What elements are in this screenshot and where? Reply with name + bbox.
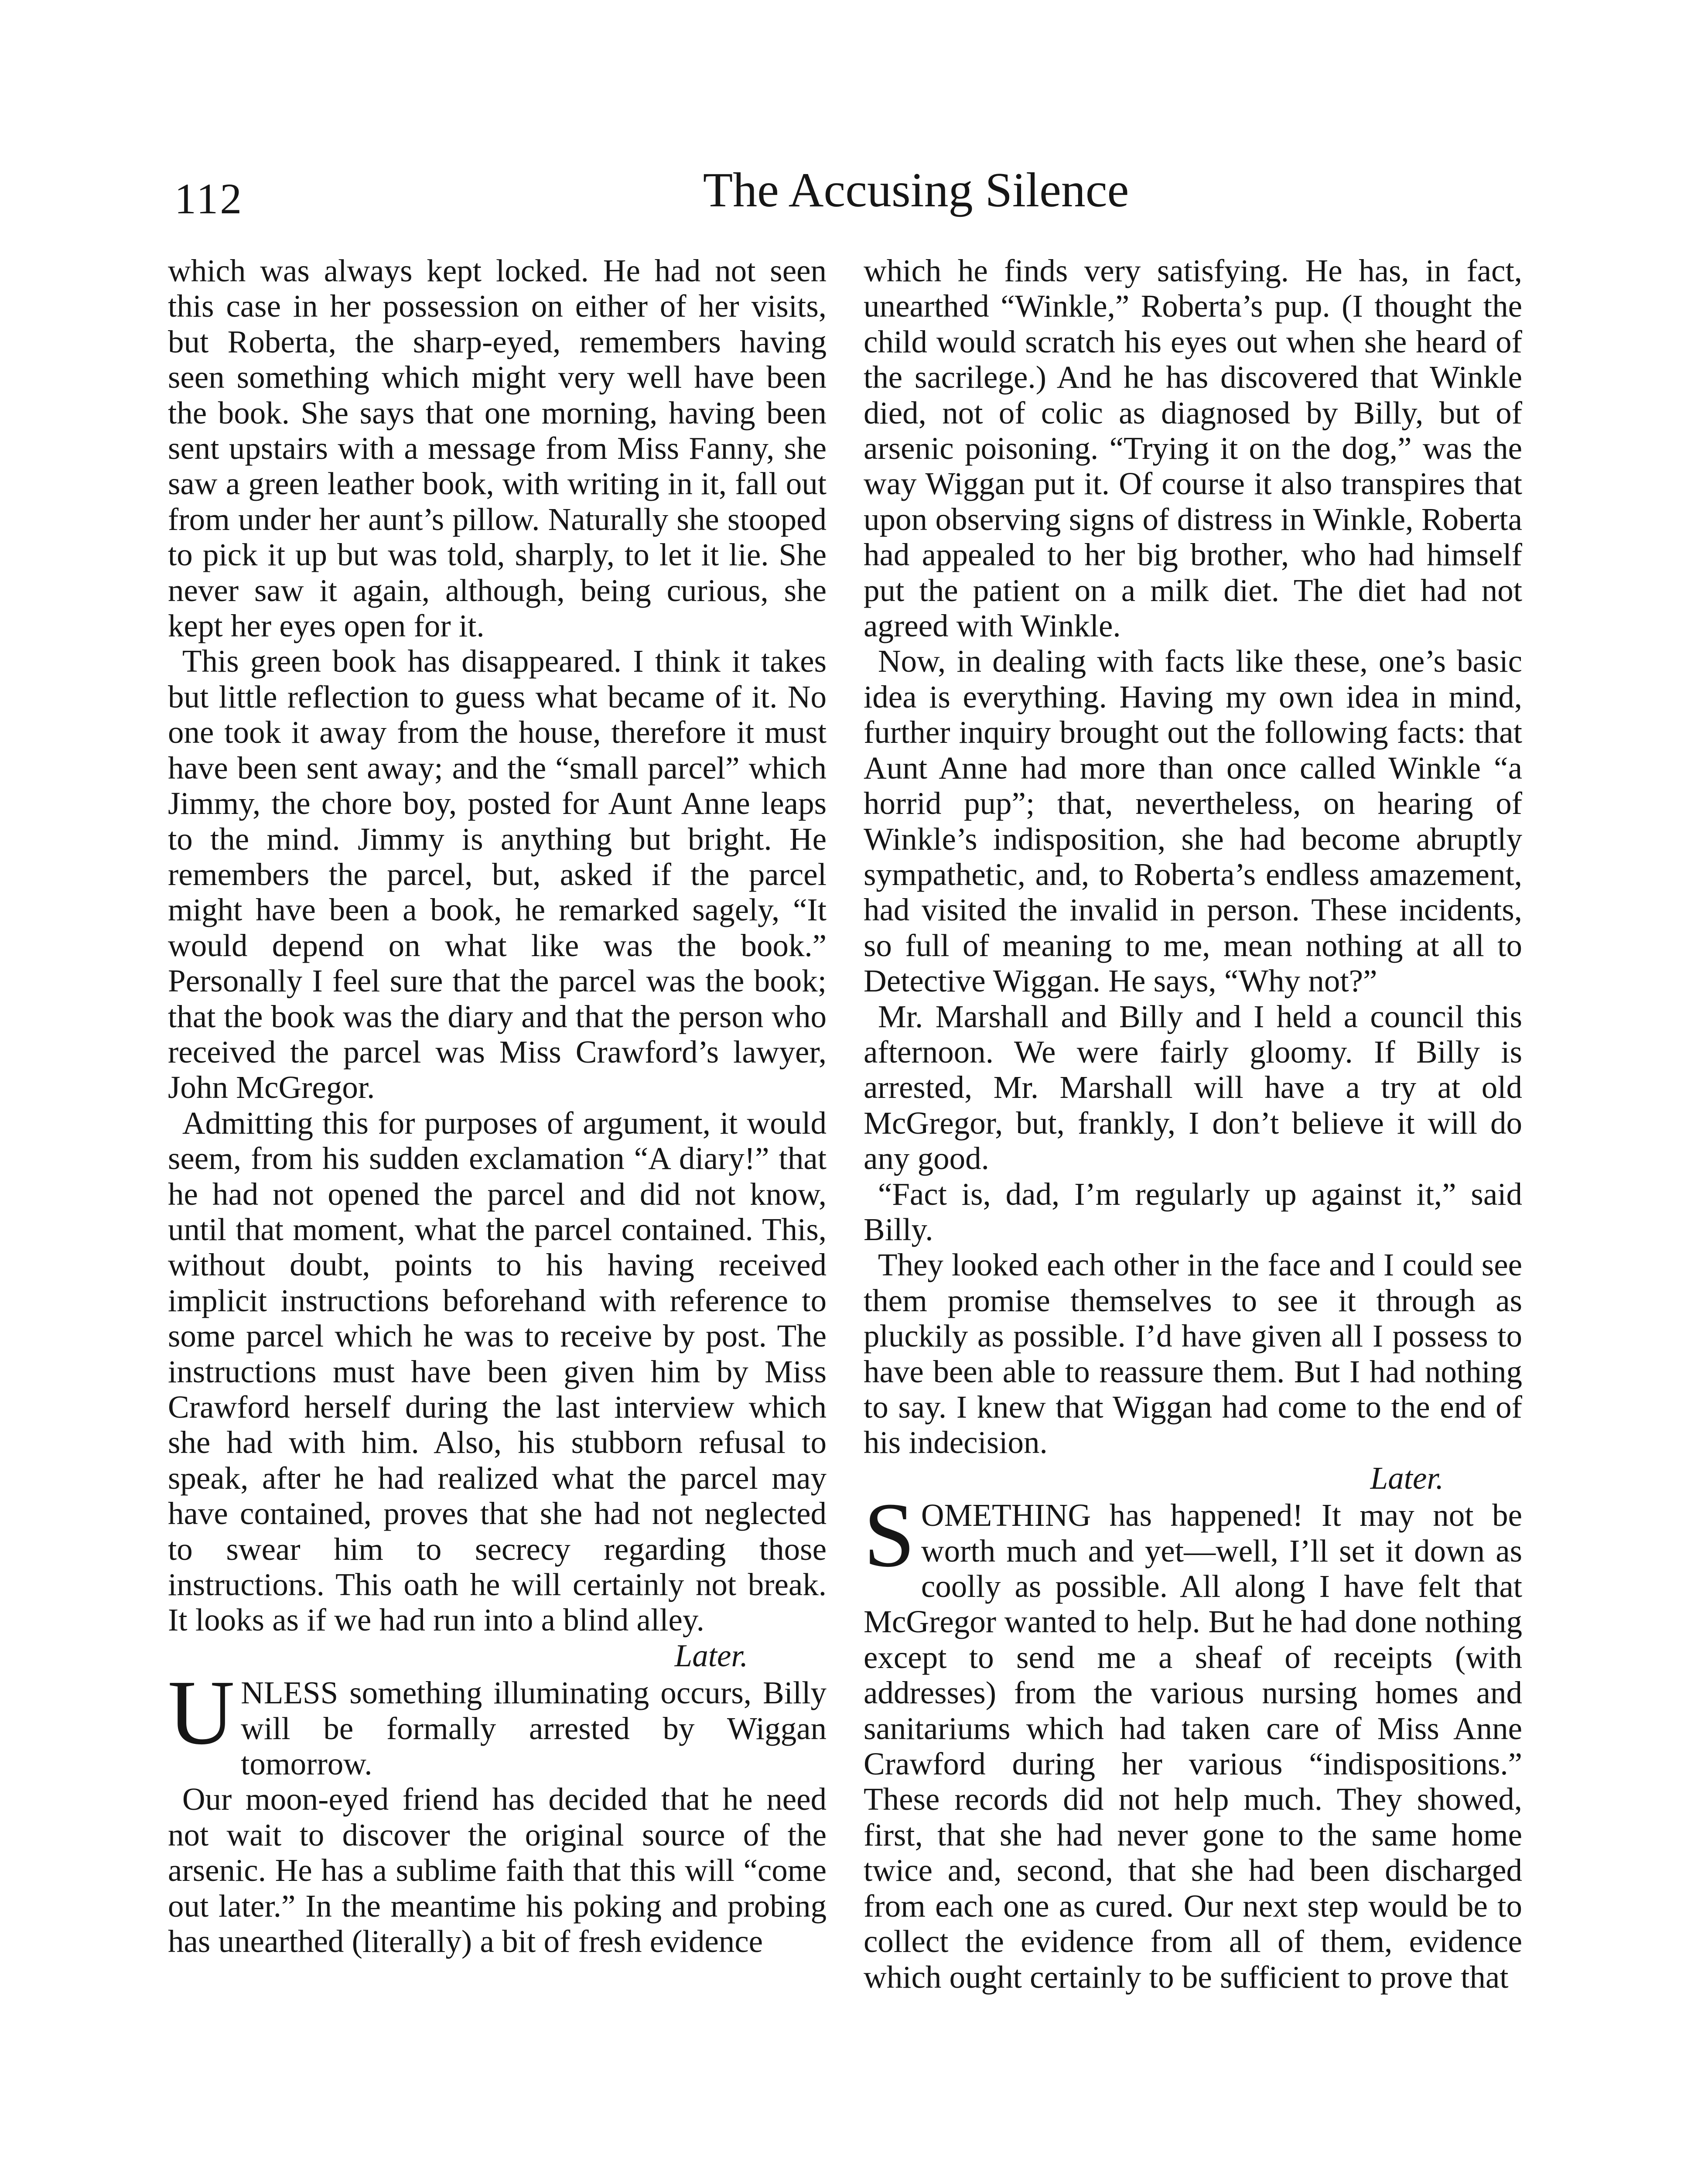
paragraph: Now, in dealing with facts like these, one’s basic idea is everything. Having my own idea in mind, further inquiry brought out the following facts: that Aunt Anne had more than once called Winkle “a horrid pup”; that, nevertheless, on hearing of Winkle’s indisposition, she had become abruptly sympathetic, and, to Roberta’s endless amazement, had visited the invalid in person. These incidents, so full of meaning to me, mean nothing at all to Detective Wiggan. He says, “Why not?” (864, 643, 1522, 999)
right-column (864, 253, 1522, 2181)
paragraph: which was always kept locked. He had not seen this case in her possession on either of her visits, but Roberta, the sharp-eyed, remembers having seen something which might very well have been the book. She says that one morning, having been sent upstairs with a message from Miss Fanny, she saw a green leather book, with writing in it, fall out from under her aunt’s pillow. Naturally she stooped to pick it up but was told, sharply, to let it lie. She never saw it again, although, being curious, she kept her eyes open for it. (168, 253, 827, 644)
left-column (168, 253, 827, 2181)
paragraph: This green book has disappeared. I think it takes but little reflection to guess what became of it. No one took it away from the house, therefore it must have been sent away; and the “small parcel” which Jimmy, the chore boy, posted for Aunt Anne leaps to the mind. Jimmy is anything but bright. He remembers the parcel, but, asked if the parcel might have been a book, he remarked sagely, “It would depend on what like was the book.” Personally I feel sure that the parcel was the book; that the book was the diary and that the person who received the parcel was Miss Crawford’s lawyer, John McGregor. (168, 643, 827, 1105)
paragraph: Mr. Marshall and Billy and I held a council this afternoon. We were fairly gloomy. If Billy is arrested, Mr. Marshall will have a try at old McGregor, but, frankly, I don’t believe it will do any good. (864, 998, 1522, 1176)
section-dateline: Later. (674, 1637, 748, 1673)
drop-cap: U (168, 1661, 235, 1764)
paragraph: which he finds very satisfying. He has, in fact, unearthed “Winkle,” Roberta’s pup. (I thought the child would scratch his eyes out when she heard of the sacrilege.) And he has discovered that Winkle died, not of colic as diagnosed by Billy, but of arsenic poisoning. “Trying it on the dog,” was the way Wiggan put it. Of course it also transpires that upon observing signs of distress in Winkle, Roberta had appealed to her big brother, who had himself put the patient on a milk diet. The diet had not agreed with Winkle. (864, 253, 1522, 644)
paragraph: “Fact is, dad, I’m regularly up against it,” said Billy. (864, 1176, 1522, 1247)
drop-cap: S (864, 1484, 915, 1586)
section-dateline: Later. (1370, 1460, 1444, 1496)
paragraph (168, 1661, 827, 1782)
paragraph-text: NLESS something illuminating occurs, Billy will be formally arrested by Wiggan tomorrow. (241, 1675, 827, 1782)
running-title: The Accusing Silence (703, 163, 1129, 217)
paragraph-text: OMETHING has happened! It may not be worth much and yet—well, I’ll set it down as coolly as possible. All along I have felt that McGregor wanted to help. But he had done nothing except to send me a sheaf of receipts (with addresses) from the various nursing homes and sanitariums which had taken care of Miss Anne Crawford during her various “indispositions.” These records did not help much. They showed, first, that she had never gone to the same home twice and, second, that she had been discharged from each one as cured. Our next step would be to collect the evidence from all of them, evidence which ought certainly to be sufficient to prove that (864, 1497, 1522, 1995)
paragraph: They looked each other in the face and I could see them promise themselves to see it through as pluckily as possible. I’d have given all I possess to have been able to reassure them. But I had nothing to say. I knew that Wiggan had come to the end of his indecision. (864, 1247, 1522, 1460)
paragraph: Admitting this for purposes of argument, it would seem, from his sudden exclamation “A diary!” that he had not opened the parcel and did not know, until that moment, what the parcel contained. This, without doubt, points to his having received implicit instructions beforehand with reference to some parcel which he was to receive by post. The instructions must have been given him by Miss Crawford herself during the last interview which she had with him. Also, his stubborn refusal to speak, after he had realized what the parcel may have contained, proves that she had not neglected to swear him to secrecy regarding those instructions. This oath he will certainly not break. It looks as if we had run into a blind alley. (168, 1105, 827, 1638)
paragraph: Our moon-eyed friend has decided that he need not wait to discover the original source of the arsenic. He has a sublime faith that this will “come out later.” In the meantime his poking and probing has unearthed (literally) a bit of fresh evidence (168, 1781, 827, 1959)
page-number: 112 (174, 174, 244, 223)
paragraph (864, 1484, 1522, 1995)
